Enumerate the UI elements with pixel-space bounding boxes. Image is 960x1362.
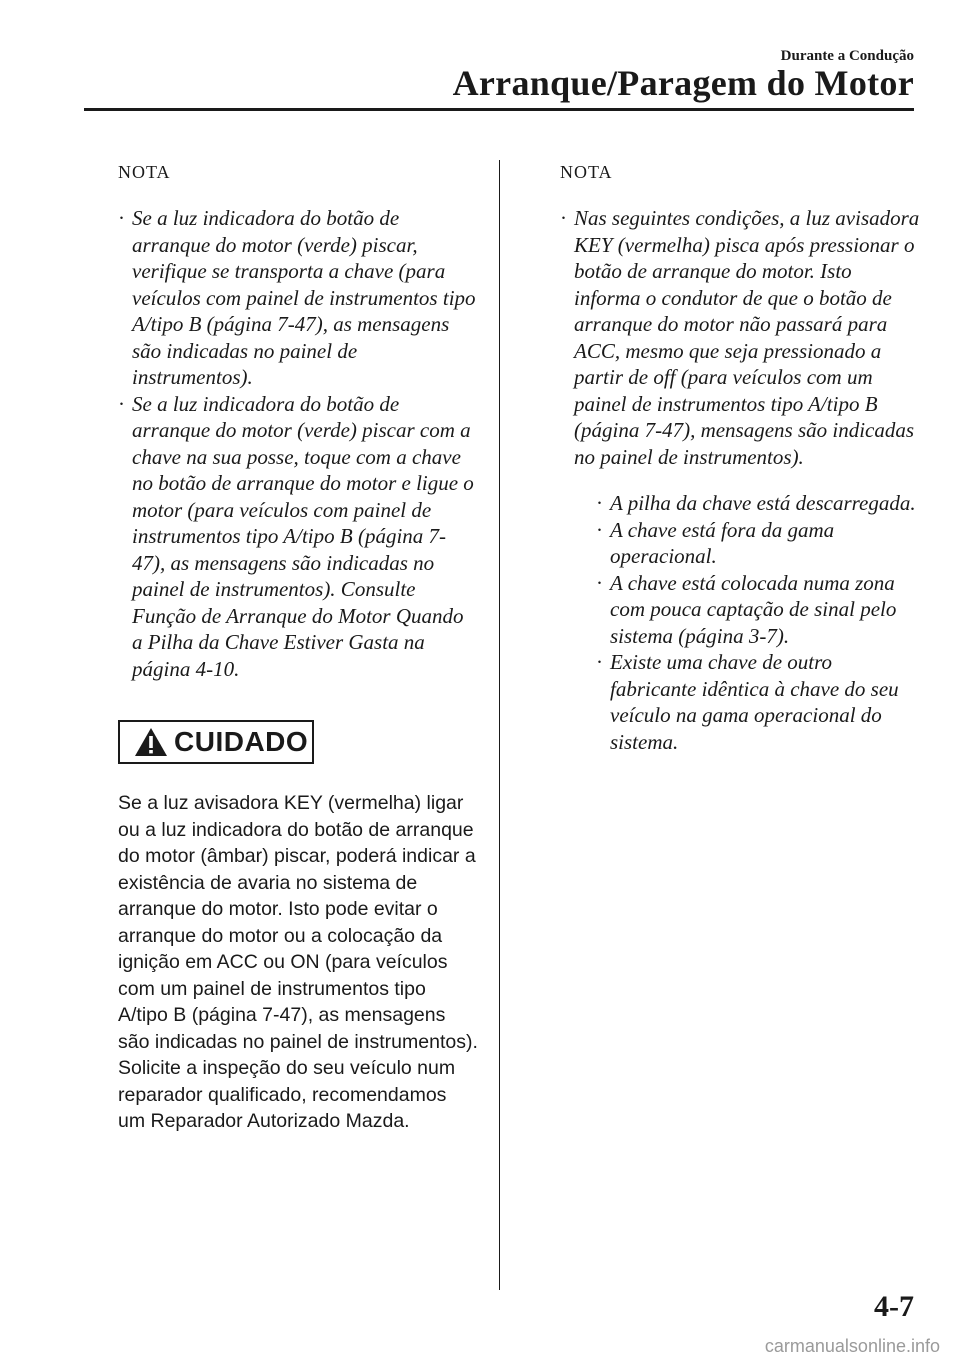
bullet-icon: ·	[596, 650, 603, 674]
condition-item	[596, 490, 920, 517]
condition-item	[596, 570, 920, 650]
right-column	[560, 158, 920, 755]
condition-item	[596, 649, 920, 755]
bullet-icon: ·	[560, 206, 567, 230]
nota-label-right: NOTA	[560, 162, 613, 182]
condition-item	[596, 517, 920, 570]
note-list-right	[560, 205, 920, 755]
bullet-icon: ·	[596, 570, 603, 595]
note-item	[118, 205, 478, 391]
conditions-list	[596, 490, 920, 755]
note-list-left	[118, 205, 478, 682]
caution-box	[118, 720, 314, 764]
note-item	[560, 205, 920, 755]
condition-text: Existe uma chave de outro fabricante idêntica à chave do seu veículo na gama operacional do sistema.	[610, 650, 899, 754]
warning-triangle-icon	[134, 727, 168, 757]
note-item	[118, 391, 478, 683]
left-column	[118, 158, 478, 1135]
bullet-icon: ·	[118, 391, 125, 416]
condition-text: A chave está colocada numa zona com pouca captação de sinal pelo sistema (página 3-7).	[610, 570, 897, 648]
condition-text: A pilha da chave está descarregada.	[610, 491, 916, 515]
header-section: Durante a Condução	[780, 48, 914, 64]
condition-text: A chave está fora da gama operacional.	[610, 517, 835, 568]
column-divider	[499, 160, 500, 1290]
header-rule	[84, 108, 914, 111]
bullet-icon: ·	[596, 491, 603, 515]
watermark: carmanualsonline.info	[764, 1336, 940, 1356]
page-number: 4-7	[874, 1290, 914, 1323]
note-text: Se a luz indicadora do botão de arranque do motor (verde) piscar com a chave na sua posse, toque com a chave no botão de arranque do motor e ligue o motor (para veículos com painel de instrumentos tipo A/tipo B (página 7-47), as mensagens são indicadas no painel de instrumentos). Consulte Função de Arranque do Motor Quando a Pilha da Chave Estiver Gasta na página 4-10.	[132, 391, 474, 681]
bullet-icon: ·	[596, 517, 603, 542]
nota-label-left: NOTA	[118, 162, 171, 182]
note-text: Se a luz indicadora do botão de arranque do motor (verde) piscar, verifique se transporta a chave (para veículos com painel de instrumentos tipo A/tipo B (página 7-47), as mensagens são indicadas no painel de instrumentos).	[132, 206, 476, 389]
bullet-icon: ·	[118, 206, 125, 230]
page-title: Arranque/Paragem do Motor	[452, 63, 914, 103]
note-text: Nas seguintes condições, a luz avisadora KEY (vermelha) pisca após pressionar o botão de arranque do motor. Isto informa o condutor de que o botão de arranque do motor não passará para ACC, mesmo que seja pressionado a partir de off (para veículos com um painel de instrumentos tipo A/tipo B (página 7-47), mensagens são indicadas no painel de instrumentos).	[574, 206, 920, 469]
caution-text: Se a luz avisadora KEY (vermelha) ligar ou a luz indicadora do botão de arranque do motor (âmbar) piscar, poderá indicar a existência de avaria no sistema de arranque do motor. Isto pode evitar o arranque do motor ou a colocação da ignição em ACC ou ON (para veículos com um painel de instrumentos tipo A/tipo B (página 7-47), as mensagens são indicadas no painel de instrumentos). Solicite a inspeção do seu veículo num reparador qualificado, recomendamos um Reparador Autorizado Mazda.	[118, 792, 478, 1132]
caution-label: CUIDADO	[174, 726, 309, 757]
